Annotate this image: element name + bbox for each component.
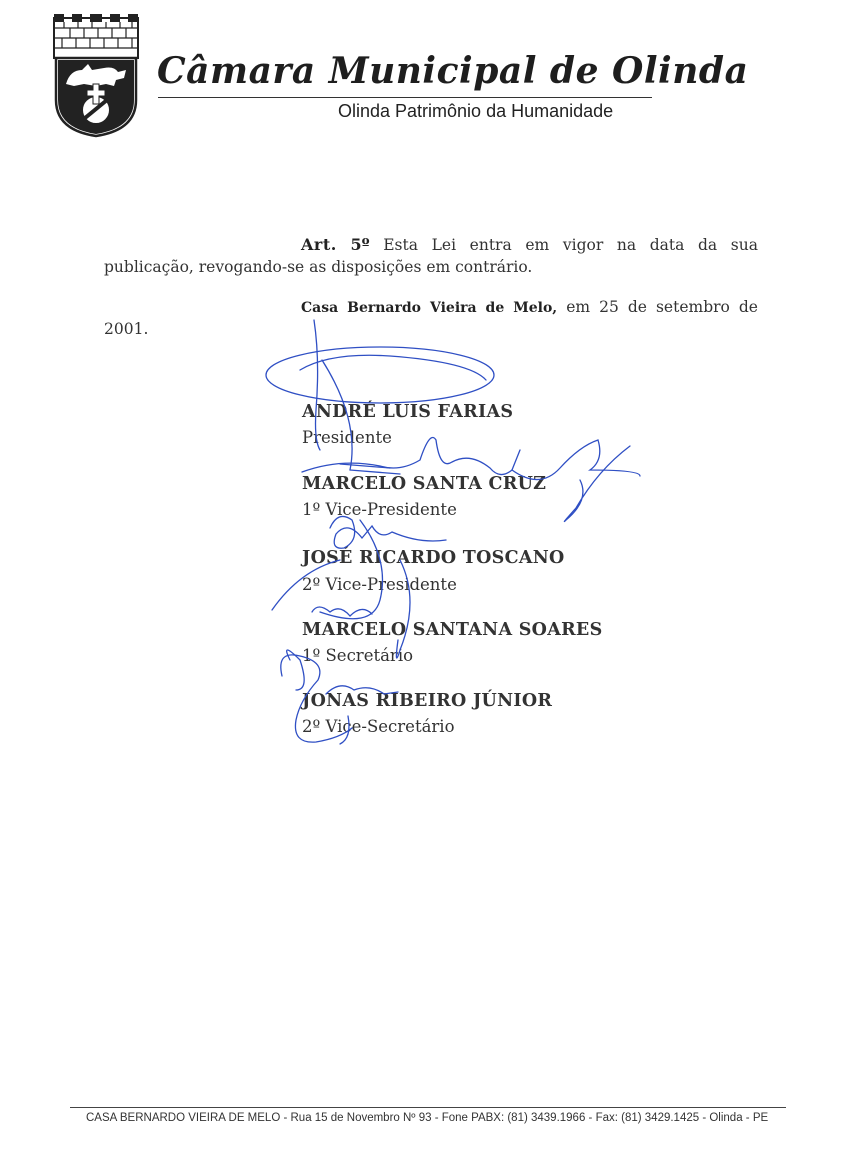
date-text-2: 2001. (104, 320, 149, 338)
institution-tagline: Olinda Patrimônio da Humanidade (338, 101, 614, 121)
article-number: 5º (350, 235, 370, 254)
footer-divider (70, 1107, 786, 1108)
signatory-name-first-secretary: MARCELO SANTANA SOARES (302, 620, 603, 640)
signatory-role-president: Presidente (302, 428, 392, 447)
institution-name: Câmara Municipal de Olinda (157, 50, 749, 92)
signatory-name-second-vice-president: JOSÉ RICARDO TOSCANO (302, 548, 565, 568)
article-paragraph-line-1 (301, 234, 758, 256)
signatory-name-first-vice-president: MARCELO SANTA CRUZ (302, 474, 547, 494)
article-text-2: publicação, revogando-se as disposições em contrário. (104, 258, 533, 276)
date-paragraph-line-1 (301, 296, 758, 319)
article-label: Art. (301, 235, 337, 254)
signatory-name-second-vice-secretary: JONAS RIBEIRO JÚNIOR (302, 691, 553, 711)
place-name: Casa Bernardo Vieira de Melo, (301, 300, 558, 316)
article-text-1: Esta Lei entra em vigor na data da sua (383, 236, 758, 254)
signatory-role-first-vice-president: 1º Vice-Presidente (302, 500, 457, 519)
date-text-1: em 25 de setembro de (566, 298, 758, 316)
signatory-role-second-vice-president: 2º Vice-Presidente (302, 575, 457, 594)
coat-of-arms-logo (52, 14, 140, 138)
signatory-name-president: ANDRÉ LUIS FARIAS (302, 402, 514, 422)
signatory-role-first-secretary: 1º Secretário (302, 646, 414, 665)
footer-address: CASA BERNARDO VIEIRA DE MELO - Rua 15 de Novembro Nº 93 - Fone PABX: (81) 3439.1966 - Fax: (81) 3429.1425 - Olinda - PE (86, 1112, 769, 1124)
signature-president (266, 320, 494, 470)
header-divider (158, 97, 652, 98)
signatory-role-second-vice-secretary: 2º Vice-Secretário (302, 717, 455, 736)
